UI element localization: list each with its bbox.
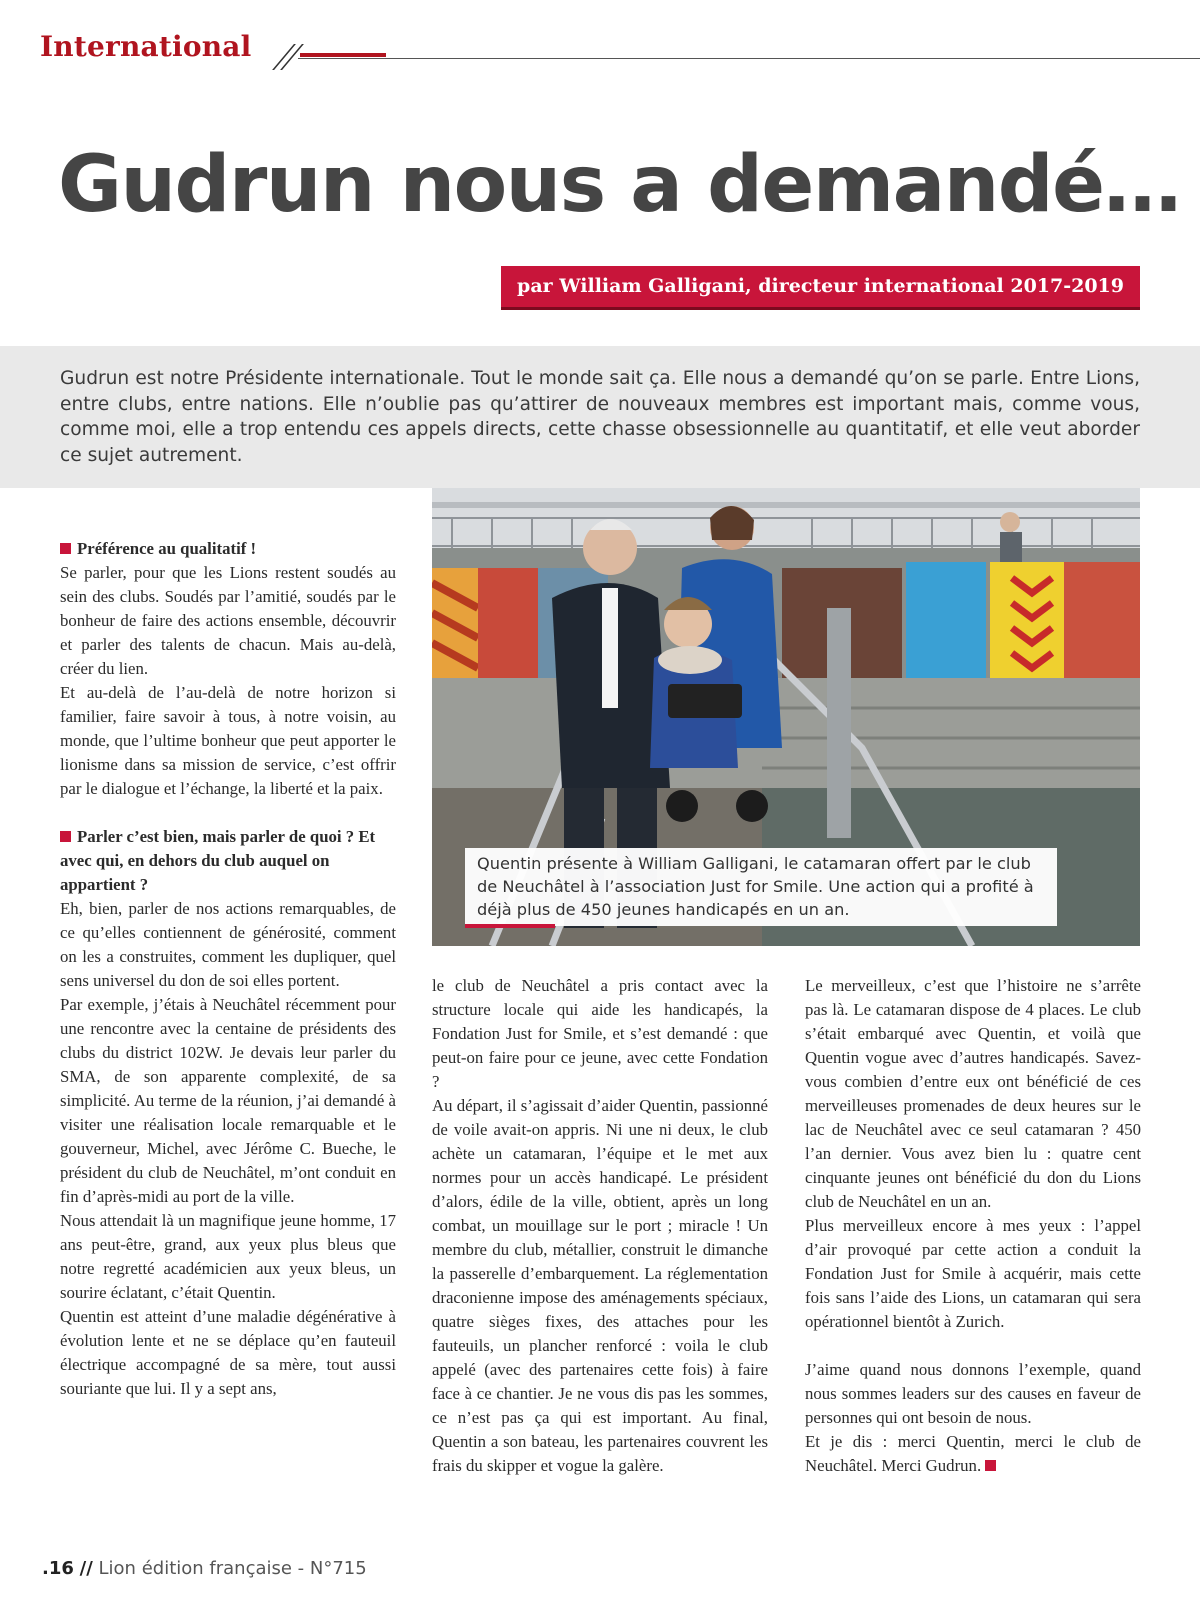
paragraph: Plus merveilleux encore à mes yeux : l’appel d’air provoqué par cette action a conduit la Fondation Just for Smile à acquérir, mais cette fois sans l’aide des Lions, un catamaran qui sera opérationnel bientôt à Zurich. — [805, 1216, 1141, 1331]
paragraph: Nous attendait là un magnifique jeune homme, 17 ans peut-être, grand, aux yeux plus bleus que notre regretté académicien aux yeux bleus, un sourire éclatant, c’était Quentin. — [60, 1211, 396, 1302]
header-accent-bar — [300, 53, 386, 57]
article-byline: par William Galligani, directeur international 2017-2019 — [501, 266, 1140, 307]
article-title: Gudrun nous a demandé… — [58, 140, 1180, 230]
paragraph: Et je dis : merci Quentin, merci le club de Neuchâtel. Merci Gudrun. — [805, 1432, 1141, 1475]
paragraph: Eh, bien, parler de nos actions remarquables, de ce qu’elles contiennent de générosité, comment on les a construites, comment les dupliquer, quel sens universel du don de soi elles portent. — [60, 899, 396, 990]
article-column-1 — [60, 537, 396, 1401]
paragraph: Se parler, pour que les Lions restent soudés au sein des clubs. Soudés par l’amitié, soudés par le bonheur de faire des actions ensemble, découvrir et parler des talents de chacun. Mais au-delà, créer du lien. — [60, 563, 396, 678]
article-column-3 — [805, 974, 1141, 1478]
paragraph: Et au-delà de l’au-delà de notre horizon si familier, faire savoir à tous, à notre voisin, au monde, que l’ultime bonheur que peut apporter le lionisme dans sa mission de service, c’est offrir par le dialogue et l’échange, la liberté et la paix. — [60, 683, 396, 798]
red-square-bullet — [60, 543, 71, 554]
paragraph: J’aime quand nous donnons l’exemple, quand nous sommes leaders sur des causes en faveur de personnes qui ont besoin de nous. — [805, 1360, 1141, 1427]
paragraph: Quentin est atteint d’une maladie dégénérative à évolution lente et ne se déplace qu’en fauteuil électrique accompagné de sa mère, tout aussi souriante que lui. Il y a sept ans, — [60, 1307, 396, 1398]
paragraph: Le merveilleux, c’est que l’histoire ne s’arrête pas là. Le catamaran dispose de 4 places. Le club s’était embarqué avec Quentin, et voilà que Quentin vogue avec d’autres handicapés. Savez-vous combien d’entre eux ont bénéficié de ces merveilleuses promenades de deux heures sur le lac de Neuchâtel avec ce seul catamaran ? 450 l’an dernier. Vous avez bien lu : quatre cent cinquante jeunes ont bénéficié du don du Lions club de Neuchâtel en un an. — [805, 976, 1141, 1211]
page-number: .16 — [42, 1558, 74, 1579]
red-square-bullet — [60, 831, 71, 842]
footer-separator: // — [79, 1558, 93, 1579]
paragraph: le club de Neuchâtel a pris contact avec la structure locale qui aide les handicapés, la Fondation Just for Smile, et s’est demandé : que peut-on faire pour ce jeune, avec cette Fondation ? — [432, 976, 768, 1091]
section-label: International — [40, 30, 252, 63]
article-column-2 — [432, 974, 768, 1478]
article-intro: Gudrun est notre Présidente internationale. Tout le monde sait ça. Elle nous a demandé qu’on se parle. Entre Lions, entre clubs, entre nations. Elle n’oublie pas qu’attirer de nouveaux membres est important mais, comme vous, comme moi, elle a trop entendu ces appels directs, cette chasse obsessionnelle au quantitatif, et elle veut aborder ce sujet autrement. — [60, 368, 1140, 466]
publication-name: Lion édition française - N°715 — [98, 1558, 367, 1579]
subheading: Parler c’est bien, mais parler de quoi ? Et avec qui, en dehors du club auquel on appartient ? — [60, 827, 376, 894]
end-mark-square — [985, 1460, 996, 1471]
subheading: Préférence au qualitatif ! — [60, 537, 396, 561]
photo-caption: Quentin présente à William Galligani, le catamaran offert par le club de Neuchâtel à l’association Just for Smile. Une action qui a profité à déjà plus de 450 jeunes handicapés en un an. — [465, 848, 1057, 926]
caption-accent-bar — [465, 924, 555, 928]
paragraph: Au départ, il s’agissait d’aider Quentin, passionné de voile avait-on appris. Ni une ni deux, le club achète un catamaran, l’équipe et le met aux normes pour un accès handicapé. Le président d’alors, édile de la ville, obtient, après un long combat, un mouillage sur le port ; miracle ! Un membre du club, métallier, construit le dimanche la passerelle d’embarquement. La réglementation draconienne impose des aménagements spéciaux, quatre sièges fixes, des attaches pour les fauteuils, un plancher renforcé : voila le club appelé (avec des partenaires cette fois) à faire face à ce chantier. Je ne vous dis pas les sommes, ce n’est pas ça qui est important. Au final, Quentin a son bateau, les partenaires couvrent les frais du skipper et vogue la galère. — [432, 1096, 768, 1475]
page-footer — [42, 1558, 367, 1579]
header-rule — [298, 58, 1200, 59]
paragraph: Par exemple, j’étais à Neuchâtel récemment pour une rencontre avec la centaine de présidents des clubs du district 102W. Je devais leur parler du SMA, de son apparente complexité, de sa simplicité. Au terme de la réunion, j’ai demandé à visiter une réalisation locale remarquable et le gouverneur, Michel, avec Jérôme C. Bueche, le président du club de Neuchâtel, m’ont conduit en fin d’après-midi au port de la ville. — [60, 995, 396, 1206]
